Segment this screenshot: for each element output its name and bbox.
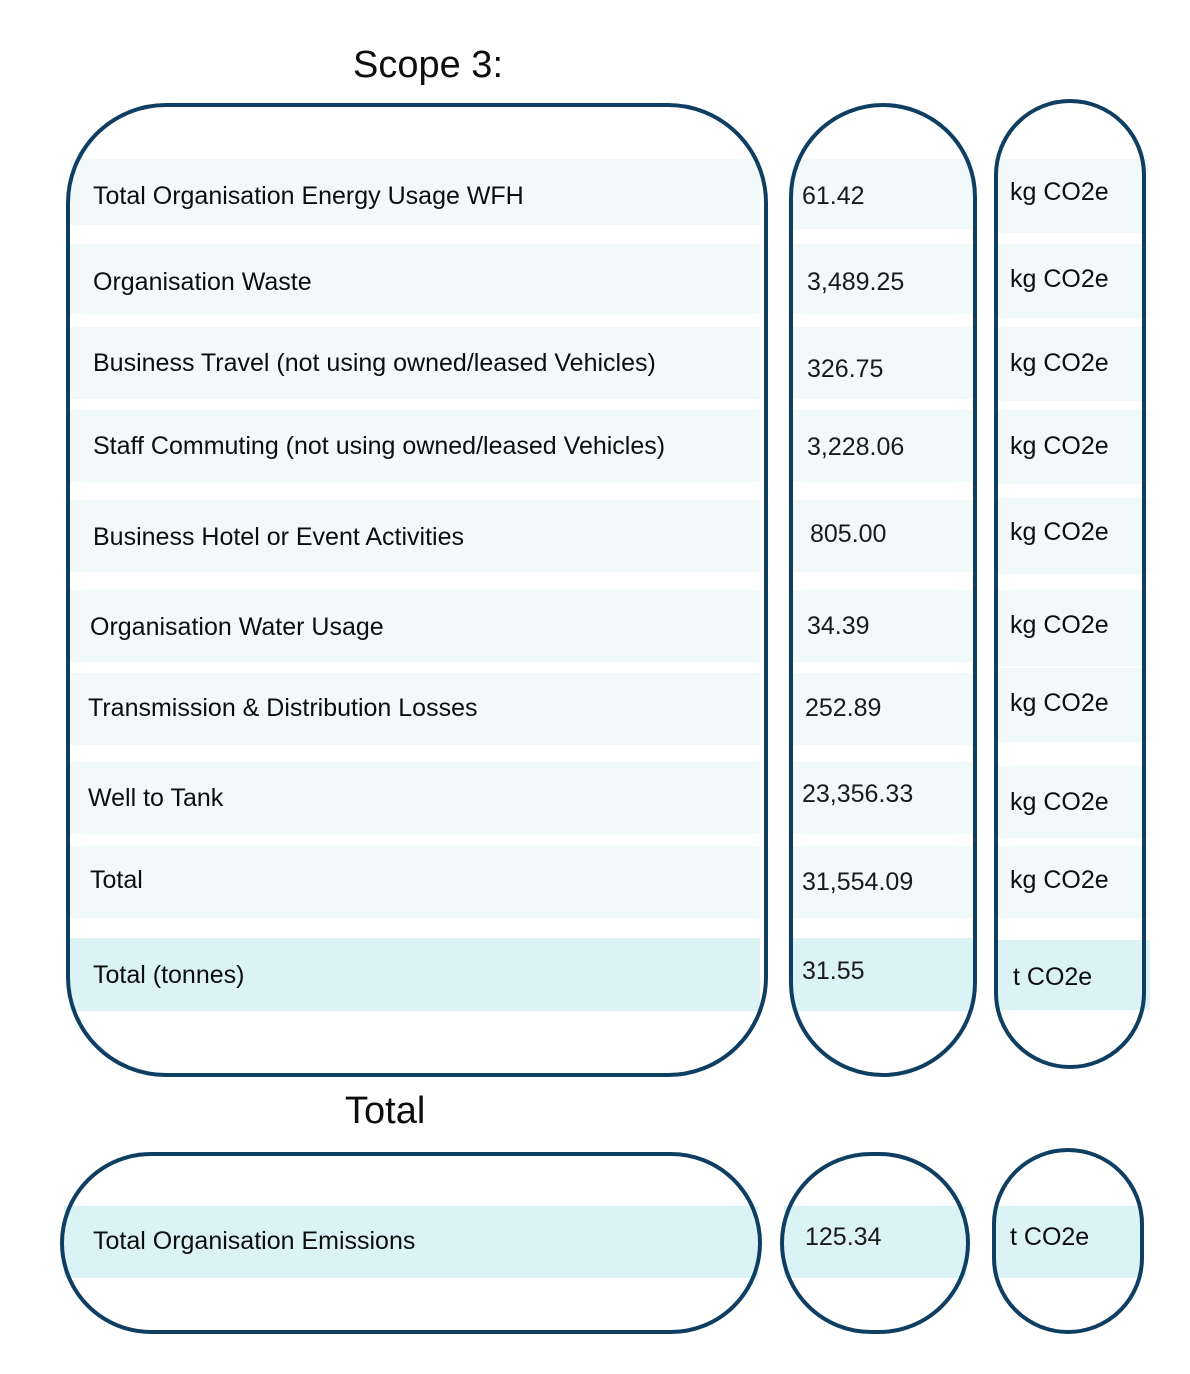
row-unit: kg CO2e — [1010, 866, 1109, 894]
row-value: 252.89 — [805, 694, 882, 722]
row-unit: kg CO2e — [1010, 432, 1109, 460]
row-unit: t CO2e — [1013, 963, 1093, 991]
row-label: Total Organisation Energy Usage WFH — [93, 182, 524, 210]
row-label: Organisation Waste — [93, 268, 312, 296]
total-unit: t CO2e — [1010, 1223, 1090, 1251]
scope-3-heading: Scope 3: — [353, 44, 503, 86]
row-label: Staff Commuting (not using owned/leased Vehicles) — [93, 432, 666, 460]
row-unit: kg CO2e — [1010, 689, 1109, 717]
row-value: 326.75 — [807, 355, 884, 383]
row-value: 34.39 — [807, 612, 870, 640]
row-unit: kg CO2e — [1010, 518, 1109, 546]
row-label: Total (tonnes) — [93, 961, 245, 989]
row-value: 61.42 — [802, 182, 865, 210]
row-value: 3,228.06 — [807, 433, 905, 461]
row-band — [70, 846, 760, 918]
total-value: 125.34 — [805, 1223, 882, 1251]
row-unit: kg CO2e — [1010, 265, 1109, 293]
total-heading: Total — [345, 1090, 426, 1132]
row-label: Organisation Water Usage — [90, 613, 384, 641]
row-value: 31.55 — [802, 957, 865, 985]
row-value: 31,554.09 — [802, 868, 914, 896]
row-label: Business Travel (not using owned/leased Vehicles) — [93, 349, 656, 377]
total-label: Total Organisation Emissions — [93, 1227, 416, 1255]
row-value: 3,489.25 — [807, 268, 905, 296]
row-label: Transmission & Distribution Losses — [88, 694, 478, 722]
row-unit: kg CO2e — [1010, 178, 1109, 206]
row-unit: kg CO2e — [1010, 611, 1109, 639]
row-label: Business Hotel or Event Activities — [93, 523, 464, 551]
row-value: 805.00 — [810, 520, 887, 548]
row-unit: kg CO2e — [1010, 349, 1109, 377]
row-label: Total — [90, 866, 143, 894]
row-value: 23,356.33 — [802, 780, 914, 808]
row-label: Well to Tank — [88, 784, 224, 812]
row-unit: kg CO2e — [1010, 788, 1109, 816]
